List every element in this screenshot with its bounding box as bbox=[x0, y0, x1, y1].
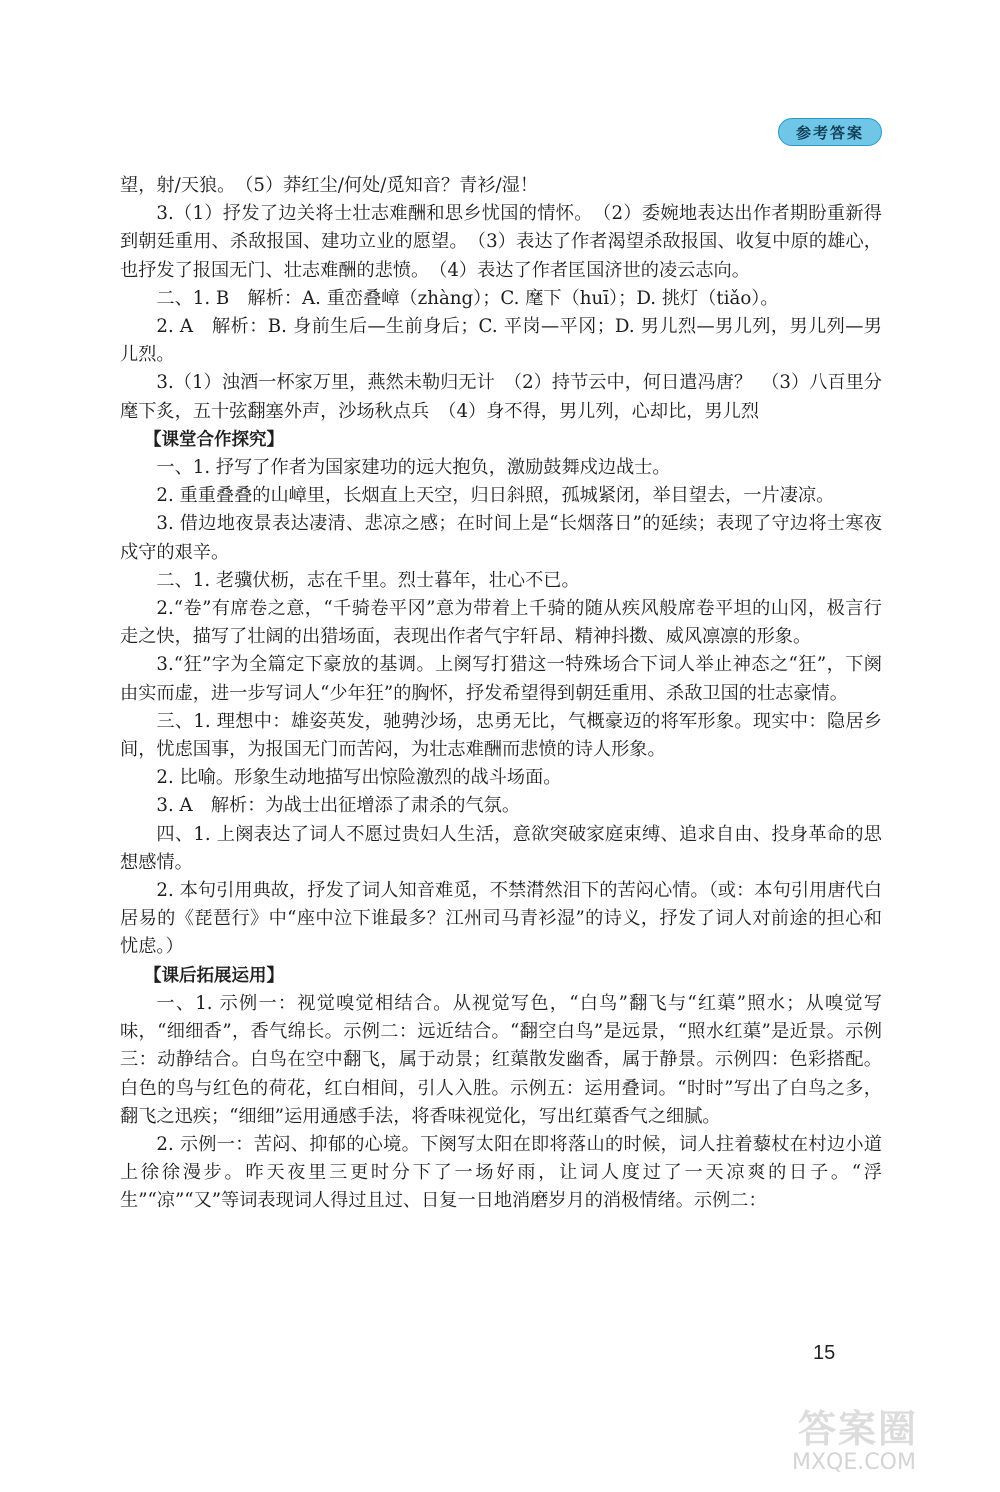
site-watermark bbox=[790, 1398, 980, 1484]
answer-paragraph: 一、1. 抒写了作者为国家建功的远大抱负，激励鼓舞戍边战士。 bbox=[156, 457, 671, 479]
answer-paragraph: 四、1. 上阕表达了词人不愿过贵妇人生活，意欲突破家庭束缚、追求自由、投身革命的思想感情。 bbox=[120, 823, 882, 873]
answer-paragraph: 2. 比喻。形象生动地描写出惊险激烈的战斗场面。 bbox=[156, 767, 562, 789]
answer-paragraph: 2.“卷”有席卷之意，“千骑卷平冈”意为带着上千骑的随从疾风般席卷平坦的山冈，极言行走之快，描写了壮阔的出猎场面，表现出作者气宇轩昂、精神抖擞、威风凛凛的形象。 bbox=[120, 598, 882, 648]
answer-paragraph: 2. 示例一：苦闷、抑郁的心境。下阕写太阳在即将落山的时候，词人拄着藜杖在村边小道上徐徐漫步。昨天夜里三更时分下了一场好雨，让词人度过了一天凉爽的日子。“浮生”“凉”“又”等词表现词人得过且过、日复一日地消磨岁月的消极情绪。示例二： bbox=[120, 1133, 882, 1212]
answer-paragraph: 3.（1）抒发了边关将士壮志难酬和思乡忧国的情怀。 （2）委婉地表达出作者期盼重新得到朝廷重用、杀敌报国、建功立业的愿望。 （3）表达了作者渴望杀敌报国、收复中原的雄心，也抒发了报国无门、壮志难酬的悲愤。 （4）表达了作者匡国济世的凌云志向。 bbox=[120, 203, 882, 281]
answer-paragraph: 3.（1）浊酒一杯家万里，燕然未勒归无计 （2）持节云中，何日遣冯唐？ （3）八百里分麾下炙，五十弦翻塞外声，沙场秋点兵 （4）身不得，男儿列，心却比，男儿烈 bbox=[120, 372, 882, 422]
answer-paragraph: 2. A 解析：B. 身前生后—生前身后；C. 平岗—平冈；D. 男儿烈—男儿列，男儿列—男儿烈。 bbox=[120, 316, 882, 366]
answer-paragraph: 三、1. 理想中：雄姿英发，驰骋沙场，忠勇无比，气概豪迈的将军形象。现实中：隐居乡间，忧虑国事，为报国无门而苦闷，为壮志难酬而悲愤的诗人形象。 bbox=[120, 710, 882, 761]
watermark-logo: 答案圈 bbox=[798, 1407, 919, 1451]
page-number: 15 bbox=[813, 1342, 836, 1364]
section-heading-extension: 【课后拓展运用】 bbox=[144, 965, 284, 986]
answer-paragraph: 3. 借边地夜景表达凄清、悲凉之感；在时间上是“长烟落日”的延续；表现了守边将士寒夜戍守的艰辛。 bbox=[120, 513, 882, 563]
answer-paragraph: 2. 重重叠叠的山嶂里，长烟直上天空，归日斜照，孤城紧闭，举目望去，一片凄凉。 bbox=[156, 485, 835, 507]
watermark-url: MXQE.COM bbox=[792, 1450, 916, 1475]
answer-paragraph: 望，射/天狼。 （5）莽红尘/何处/觅知音？青衫/湿！ bbox=[120, 175, 539, 196]
answer-paragraph: 二、1. B 解析：A. 重峦叠嶂（zhàng）；C. 麾下（huī）；D. 挑灯（tiǎo）。 bbox=[156, 287, 779, 309]
answer-paragraph: 2. 本句引用典故，抒发了词人知音难觅，不禁潸然泪下的苦闷心情。（或：本句引用唐代白居易的《琵琶行》中“座中泣下谁最多？江州司马青衫湿”的诗义，抒发了词人对前途的担心和忧虑。） bbox=[120, 880, 882, 958]
answer-paragraph: 二、1. 老骥伏枥，志在千里。烈士暮年，壮心不已。 bbox=[156, 569, 580, 591]
answer-text-body bbox=[120, 172, 882, 1216]
answer-paragraph: 3.“狂”字为全篇定下豪放的基调。上阕写打猎这一特殊场合下词人举止神态之“狂”，下阕由实而虚，进一步写词人“少年狂”的胸怀，抒发希望得到朝廷重用、杀敌卫国的壮志豪情。 bbox=[120, 654, 882, 704]
answer-paragraph: 3. A 解析：为战士出征增添了肃杀的气氛。 bbox=[156, 795, 521, 817]
answer-key-badge: 参考答案 bbox=[778, 118, 882, 146]
answer-paragraph: 一、1. 示例一：视觉嗅觉相结合。从视觉写色，“白鸟”翻飞与“红蕖”照水；从嗅觉写味，“细细香”，香气绵长。示例二：远近结合。“翻空白鸟”是远景，“照水红蕖”是近景。示例三：动静结合。白鸟在空中翻飞，属于动景；红蕖散发幽香，属于静景。示例四：色彩搭配。白色的鸟与红色的荷花，红白相间，引人入胜。示例五：运用叠词。“时时”写出了白鸟之多，翻飞之迅疾；“细细”运用通感手法，将香味视觉化，写出红蕖香气之细腻。 bbox=[120, 992, 882, 1127]
section-heading-classroom: 【课堂合作探究】 bbox=[144, 429, 284, 450]
